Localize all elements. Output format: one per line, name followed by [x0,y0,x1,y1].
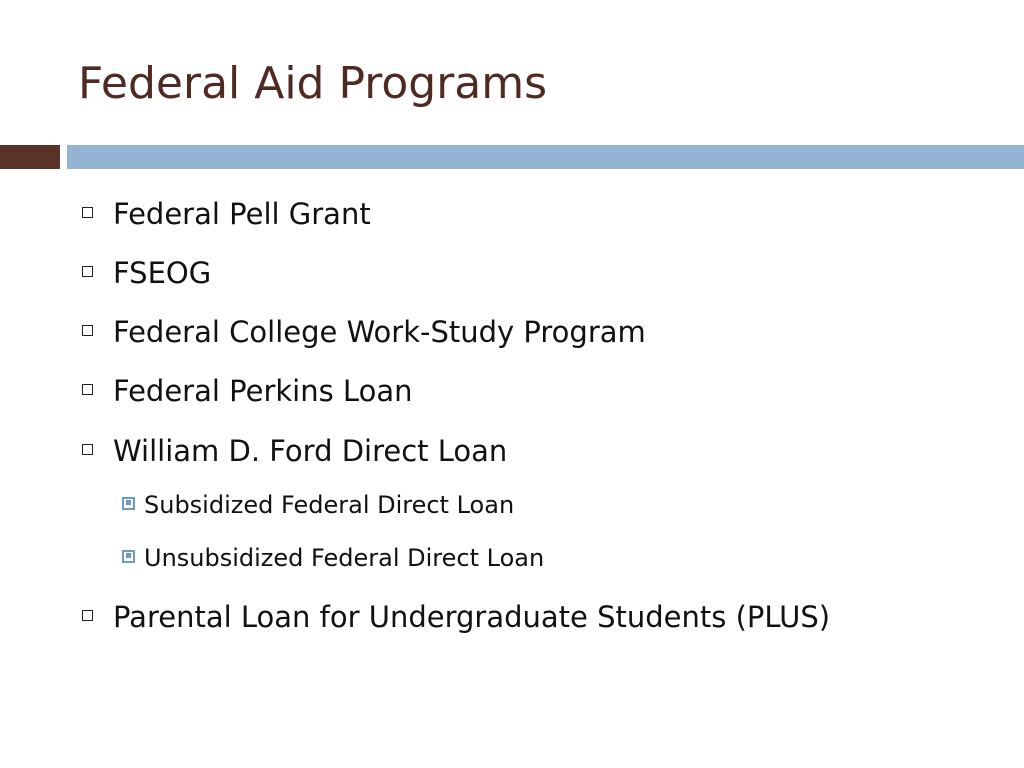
bullet-label: Federal Pell Grant [113,197,371,231]
bullet-label: FSEOG [113,256,212,290]
bullet-item-fseog [82,253,211,289]
bullet-label: Parental Loan for Undergraduate Students (PLUS) [113,600,831,634]
bullet-item-plus-loan [82,597,830,633]
hollow-square-icon [82,325,93,336]
sub-bullet-item-unsubsidized [122,542,544,572]
bullet-label: Federal Perkins Loan [113,374,413,408]
bullet-label: William D. Ford Direct Loan [113,434,508,468]
bullet-label: Federal College Work-Study Program [113,315,646,349]
sub-bullet-label: Unsubsidized Federal Direct Loan [144,544,545,572]
slide-title: Federal Aid Programs [78,58,548,109]
hollow-square-icon [82,207,93,218]
bullet-item-perkins-loan [82,371,412,407]
filled-square-icon [122,497,135,510]
hollow-square-icon [82,266,93,277]
hollow-square-icon [82,444,93,455]
sub-bullet-label: Subsidized Federal Direct Loan [144,491,515,519]
bullet-item-work-study [82,312,646,348]
hollow-square-icon [82,384,93,395]
hollow-square-icon [82,610,93,621]
sub-bullet-item-subsidized [122,489,514,519]
filled-square-icon [122,550,135,563]
title-accent-bar-blue [67,145,1024,169]
title-accent-bar-dark [0,145,60,169]
bullet-item-pell-grant [82,194,371,230]
bullet-item-direct-loan [82,431,507,467]
